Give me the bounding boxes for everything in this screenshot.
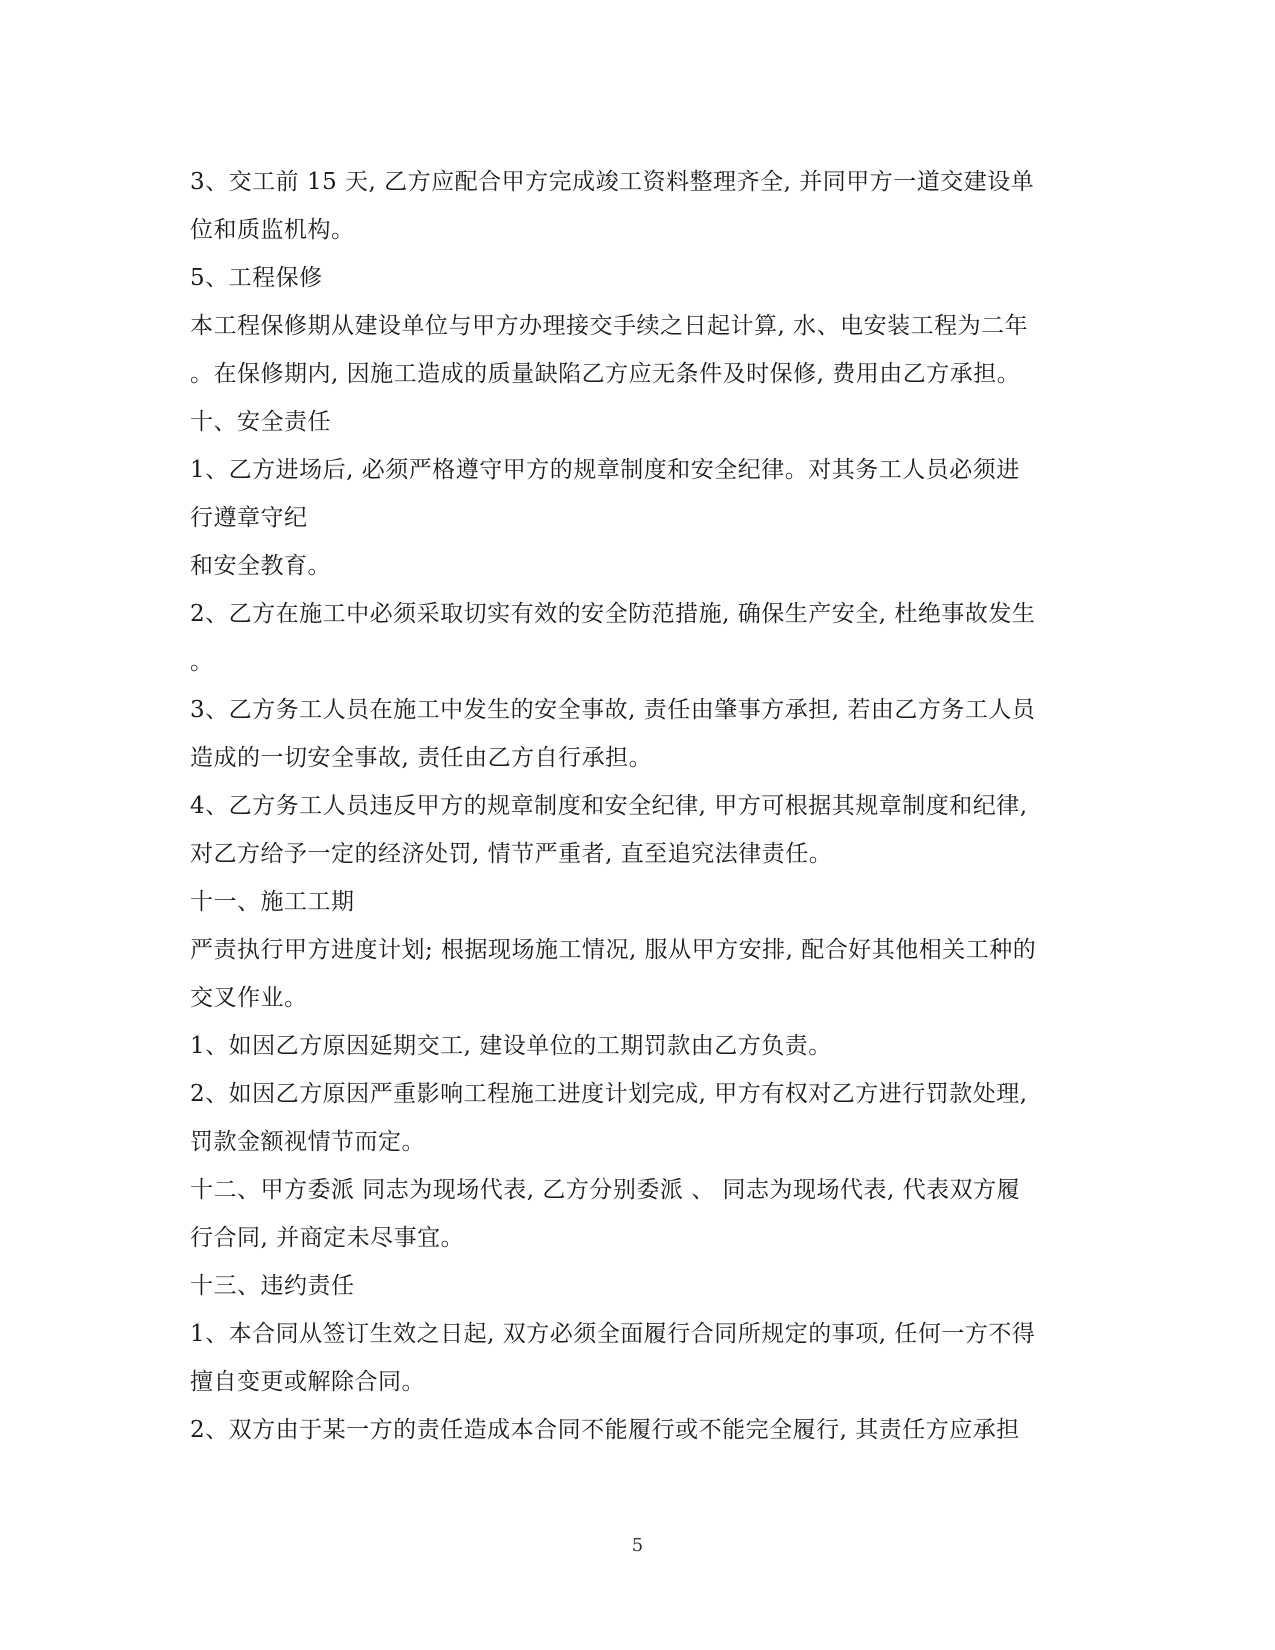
text-line: 擅自变更或解除合同。 — [190, 1369, 425, 1395]
contract-body — [190, 158, 1090, 1454]
section-heading: 5、工程保修 — [190, 265, 323, 291]
text-line: 造成的一切安全事故, 责任由乙方自行承担。 — [190, 745, 653, 771]
text-line: 3、乙方务工人员在施工中发生的安全事故, 责任由肇事方承担, 若由乙方务工人员 — [190, 697, 1036, 723]
text-line: 行合同, 并商定未尽事宜。 — [190, 1225, 465, 1251]
text-line: 行遵章守纪 — [190, 505, 308, 531]
text-line: 3、交工前 15 天, 乙方应配合甲方完成竣工资料整理齐全, 并同甲方一道交建设单 — [190, 169, 1035, 195]
text-line: 罚款金额视情节而定。 — [190, 1129, 425, 1155]
text-line: 1、如因乙方原因延期交工, 建设单位的工期罚款由乙方负责。 — [190, 1033, 832, 1059]
text-line: 1、本合同从签订生效之日起, 双方必须全面履行合同所规定的事项, 任何一方不得 — [190, 1321, 1036, 1347]
text-line: 交叉作业。 — [190, 985, 308, 1011]
section-heading: 十、安全责任 — [190, 409, 331, 435]
text-line: 。在保修期内, 因施工造成的质量缺陷乙方应无条件及时保修, 费用由乙方承担。 — [190, 361, 1021, 387]
text-line: 严责执行甲方进度计划; 根据现场施工情况, 服从甲方安排, 配合好其他相关工种的 — [190, 937, 1037, 963]
text-line: 2、如因乙方原因严重影响工程施工进度计划完成, 甲方有权对乙方进行罚款处理, — [190, 1081, 1028, 1107]
text-line: 位和质监机构。 — [190, 217, 355, 243]
text-line: 1、乙方进场后, 必须严格遵守甲方的规章制度和安全纪律。对其务工人员必须进 — [190, 457, 1020, 483]
text-line: 和安全教育。 — [190, 553, 331, 579]
section-heading: 十一、施工工期 — [190, 889, 355, 915]
text-line: 对乙方给予一定的经济处罚, 情节严重者, 直至追究法律责任。 — [190, 841, 833, 867]
text-line: 2、乙方在施工中必须采取切实有效的安全防范措施, 确保生产安全, 杜绝事故发生 — [190, 601, 1036, 627]
text-line: 4、乙方务工人员违反甲方的规章制度和安全纪律, 甲方可根据其规章制度和纪律, — [190, 793, 1028, 819]
text-line: 2、双方由于某一方的责任造成本合同不能履行或不能完全履行, 其责任方应承担 — [190, 1417, 1020, 1443]
text-line: 。 — [190, 649, 214, 675]
section-heading: 十三、违约责任 — [190, 1273, 355, 1299]
text-line: 本工程保修期从建设单位与甲方办理接交手续之日起计算, 水、电安装工程为二年 — [190, 313, 1029, 339]
page-number: 5 — [631, 1535, 644, 1556]
text-line: 十二、甲方委派 同志为现场代表, 乙方分别委派 、 同志为现场代表, 代表双方履 — [190, 1177, 1021, 1203]
